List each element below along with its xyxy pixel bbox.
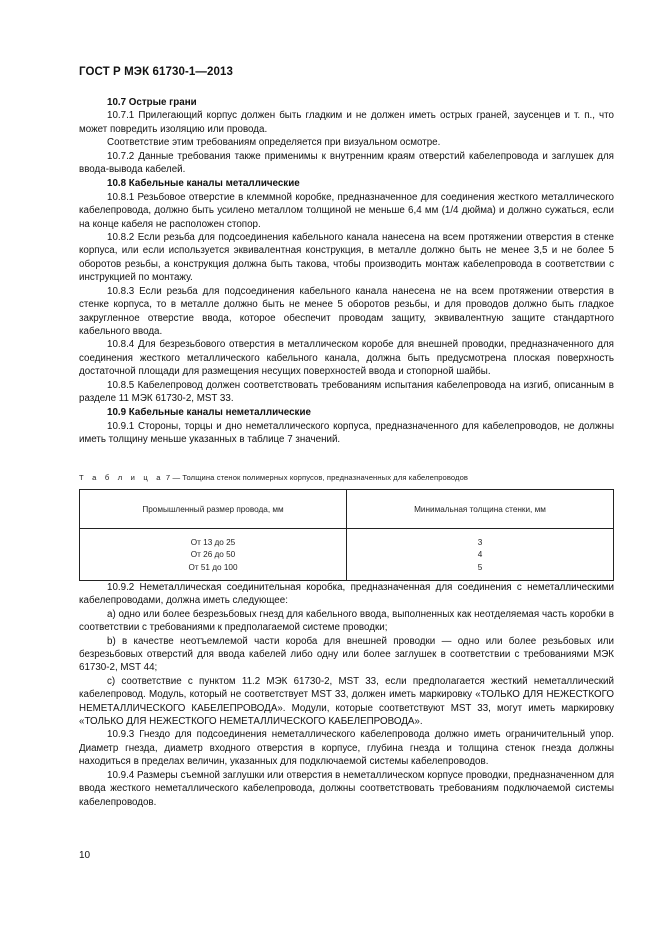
table-cell: От 51 до 100: [80, 561, 347, 580]
table-row: [80, 561, 614, 580]
paragraph-10-8-1: 10.8.1 Резьбовое отверстие в клеммной коробке, предназначенное для соединения жесткого металлического кабелепровода, должно быть усилено металлом толщиной не меньше 6,4 мм (1/4 дюйма) и должно сужаться, если на конце кабеля не расположен стопор.: [79, 191, 614, 230]
heading-10-9: 10.9 Кабельные каналы неметаллические: [107, 407, 311, 419]
list-item-c: c) соответствие с пунктом 11.2 МЭК 61730-2, MST 33, если предполагается жесткий неметаллический кабелепровод. Модуль, который не соответствует MST 33, должен иметь маркировку «ТОЛЬКО ДЛЯ НЕЖЕСТКОГО НЕМЕТАЛЛИЧЕСКОГО КАБЕЛЕПРОВОДА». Модули, которые соответствуют MST 33, могут иметь маркировку «ТОЛЬКО ДЛЯ НЕЖЕСТКОГО НЕМЕТАЛЛИЧЕСКОГО КАБЕЛЕПРОВОДА».: [79, 675, 614, 728]
section-bottom: [79, 581, 614, 809]
table-cell: 3: [347, 529, 614, 549]
paragraph-compliance: Соответствие этим требованиям определяется при визуальном осмотре.: [107, 137, 441, 149]
heading-10-8: 10.8 Кабельные каналы металлические: [107, 178, 300, 190]
document-header: ГОСТ Р МЭК 61730-1—2013: [79, 66, 233, 78]
paragraph-10-8-3: 10.8.3 Если резьба для подсоединения кабельного канала нанесена не на всем протяжении отверстия в стенке корпуса, то в металле должно быть не менее 5 оборотов резьбы, и для проводов должно быть гладкое закругленное отверстие ввода, которое обеспечит проводам защиту, эквивалентную защите стандартного кабельного ввода.: [79, 285, 614, 337]
list-item-b: b) в качестве неотъемлемой части короба для внешней проводки — одно или более резьбовых или безрезьбовых отверстий для ввода кабелей либо одну или более заглушек в соответствии с требованиями МЭК 61730-2, MST 44;: [79, 635, 614, 674]
wall-thickness-table: [79, 489, 614, 581]
table-caption-title: 7 — Толщина стенок полимерных корпусов, предназначенных для кабелепроводов: [163, 473, 469, 482]
table-row: [80, 529, 614, 549]
paragraph-10-7-1: 10.7.1 Прилегающий корпус должен быть гладким и не должен иметь острых граней, заусенцев и т. п., что может повредить изоляцию или провода.: [79, 110, 614, 135]
paragraph-10-8-2: 10.8.2 Если резьба для подсоединения кабельного канала нанесена на всем протяжении отверстия в стенке корпуса, или если используется эквивалентная конструкция, в металле должно быть не менее 3,5 и не более 5 оборотов резьбы, а конструкция должна быть такова, чтобы производить монтаж кабелепровода в соответствии с инструкцией по монтажу.: [79, 232, 614, 284]
table-row: [80, 549, 614, 562]
page-number: 10: [79, 850, 91, 861]
paragraph-10-8-4: 10.8.4 Для безрезьбового отверстия в металлическом коробе для внешней проводки, предназначенного для соединения жесткого металлического кабельного канала, должна быть предусмотрена плоская поверхность достаточной площади для размещения несущих поверхностей ввода и стопорной шайбы.: [79, 339, 614, 378]
paragraph-10-9-4: 10.9.4 Размеры съемной заглушки или отверстия в неметаллическом корпусе проводки, предназначенном для ввода жесткого неметаллического кабелепровода, должны соответствовать требованиям подключаемой системы кабелепроводов.: [79, 769, 614, 808]
table-header-cell: Минимальная толщина стенки, мм: [347, 490, 614, 529]
table-cell: 4: [347, 549, 614, 562]
paragraph-10-9-3: 10.9.3 Гнездо для подсоединения неметаллического кабелепровода должно иметь ограничительный упор. Диаметр гнезда, диаметр входного отверстия в корпусе, глубина гнезда и толщина стенок гнезда должны находиться в пределах величин, указанных для подключаемой системы кабелепроводов.: [79, 729, 614, 768]
table-caption: [79, 473, 614, 482]
heading-10-7: 10.7 Острые грани: [107, 97, 197, 108]
paragraph-10-7-2: 10.7.2 Данные требования также применимы к внутренним краям отверстий кабелепровода и заглушек для ввода-вывода кабелей.: [79, 150, 614, 176]
paragraph-10-9-2: 10.9.2 Неметаллическая соединительная коробка, предназначенная для соединения с неметаллическими кабелепроводами, должна иметь следующее:: [79, 582, 614, 607]
table-caption-prefix: Т а б л и ц а: [79, 473, 164, 482]
paragraph-10-8-5: 10.8.5 Кабелепровод должен соответствовать требованиям испытания кабелепровода на изгиб, описанным в разделе 11 МЭК 61730-2, MST 33.: [79, 379, 614, 404]
table-header-cell: Промышленный размер провода, мм: [80, 490, 347, 529]
table-cell: 5: [347, 561, 614, 580]
table-cell: От 13 до 25: [80, 529, 347, 549]
paragraph-10-9-1: 10.9.1 Стороны, торцы и дно неметаллического корпуса, предназначенного для кабелепроводов, не должны иметь толщину меньше указанных в таблице 7 значений.: [79, 420, 614, 446]
table-header-row: [80, 490, 614, 529]
table-cell: От 26 до 50: [80, 549, 347, 562]
list-item-a: a) одно или более безрезьбовых гнезд для кабельного ввода, выполненных как неотделяемая часть коробки в соответствии с требованиями к предполагаемой системе проводки;: [79, 608, 614, 634]
section-top: [79, 95, 614, 447]
